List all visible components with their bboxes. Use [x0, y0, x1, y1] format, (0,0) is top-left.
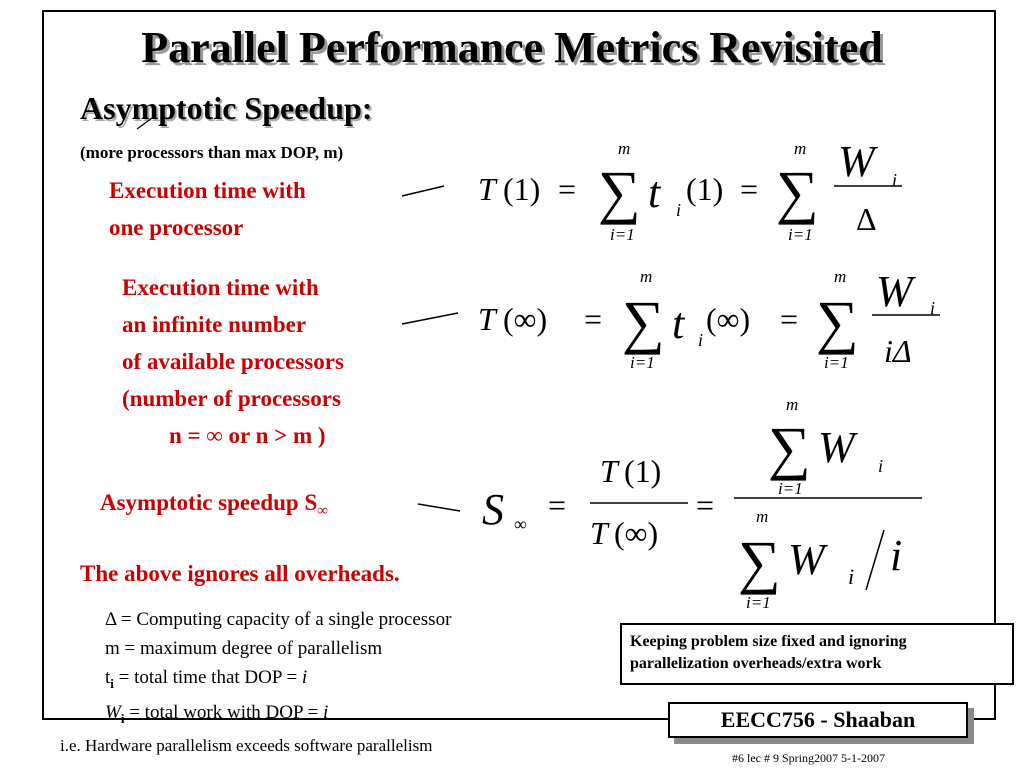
eq2-i-delta: iΔ	[884, 333, 912, 369]
definitions-list	[105, 605, 451, 733]
delta-symbol: Δ	[105, 609, 117, 630]
subtitle: Asymptotic Speedup:	[80, 90, 373, 126]
eq2-t-sub: i	[698, 330, 704, 350]
eq2-W-sub: i	[930, 298, 936, 318]
eq2-equals: =	[584, 301, 603, 337]
eq2-sum: ∑	[622, 289, 665, 355]
eq3-den-W-sub: i	[848, 564, 855, 589]
eq1-W: W	[838, 137, 875, 186]
eq2-paren-inf: (∞)	[503, 301, 548, 337]
t-subscript: i	[110, 675, 114, 691]
note-box: Keeping problem size fixed and ignoring parallelization overheads/extra work	[620, 623, 1014, 685]
exec-one-line-2: one processor	[109, 215, 244, 240]
equation-time-one	[478, 137, 902, 244]
eq3-den-sum-lower: i=1	[746, 593, 771, 612]
equation-time-infinite	[478, 267, 940, 372]
definition-w	[105, 698, 451, 733]
t-text: = total time that DOP =	[113, 667, 302, 688]
eq3-den-i: i	[890, 531, 903, 580]
eq2-sum2: ∑	[816, 289, 859, 355]
eq1-t: t	[648, 168, 661, 217]
footer-left: i.e. Hardware parallelism exceeds software parallelism	[60, 736, 433, 755]
connector-line	[418, 504, 460, 511]
definition-m	[105, 634, 451, 663]
page-title: Parallel Performance Metrics Revisited	[141, 23, 883, 72]
exec-inf-line-5: n = ∞ or n > m )	[169, 423, 326, 448]
connector-line	[402, 186, 444, 196]
eq1-equals: =	[558, 171, 577, 207]
eq1-sum2-lower: i=1	[788, 225, 813, 244]
exec-inf-line-4: (number of processors	[122, 386, 341, 411]
w-text: = total work with DOP =	[124, 701, 324, 723]
eq2-T: T	[478, 301, 496, 337]
connector-line	[402, 313, 458, 324]
eq3-num-W-sub: i	[878, 456, 884, 476]
eq1-paren-one-2: (1)	[686, 171, 724, 207]
connector-line	[137, 118, 152, 129]
eq2-equals-2: =	[780, 301, 799, 337]
eq3-S-sub: ∞	[514, 514, 527, 534]
overheads-note: The above ignores all overheads.	[80, 561, 400, 586]
eq3-den-T: T	[590, 515, 608, 551]
eq1-delta: Δ	[856, 201, 877, 237]
eq2-paren-inf-2: (∞)	[706, 301, 751, 337]
course-badge: EECC756 - Shaaban	[668, 702, 968, 738]
eq1-W-sub: i	[892, 170, 898, 190]
eq3-num-sum-upper: m	[786, 395, 799, 414]
eq3-den-W: W	[788, 535, 825, 584]
eq2-sum-lower: i=1	[630, 353, 655, 372]
speedup-label-text: Asymptotic speedup S	[100, 490, 318, 515]
eq1-sum: ∑	[598, 159, 641, 225]
eq3-slash	[866, 530, 884, 590]
eq3-equals-2: =	[696, 487, 715, 523]
subtitle-note: (more processors than max DOP, m)	[80, 143, 344, 162]
definition-t	[105, 663, 451, 698]
eq3-equals: =	[548, 487, 567, 523]
eq2-t: t	[672, 299, 685, 348]
speedup-label-sub: ∞	[317, 503, 328, 519]
eq2-sum2-upper: m	[834, 267, 847, 286]
definition-delta	[105, 605, 451, 634]
eq1-sum-lower: i=1	[610, 225, 635, 244]
eq1-T: T	[478, 171, 496, 207]
eq1-t-sub: i	[676, 200, 682, 220]
w-subscript: i	[120, 710, 125, 726]
eq3-S: S	[482, 485, 504, 534]
eq1-equals-2: =	[740, 171, 759, 207]
eq3-num-W: W	[818, 423, 855, 472]
exec-inf-line-3: of available processors	[122, 349, 344, 374]
delta-text: = Computing capacity of a single processor	[116, 609, 452, 630]
exec-one-line-1: Execution time with	[109, 178, 306, 203]
t-symbol: t	[105, 667, 111, 688]
equation-asymptotic-speedup	[482, 395, 922, 612]
eq2-sum2-lower: i=1	[824, 353, 849, 372]
eq1-sum-upper: m	[618, 139, 631, 158]
eq3-den-sum-upper: m	[756, 507, 769, 526]
eq2-sum-upper: m	[640, 267, 653, 286]
eq1-sum2: ∑	[776, 159, 819, 225]
eq3-num-paren: (1)	[624, 453, 662, 489]
eq2-W: W	[876, 267, 913, 316]
exec-inf-line-1: Execution time with	[122, 275, 319, 300]
eq3-num-sum-lower: i=1	[778, 479, 803, 498]
eq3-num-T: T	[600, 453, 618, 489]
eq3-den-paren: (∞)	[614, 515, 659, 551]
w-var: i	[323, 701, 329, 723]
eq1-paren-one: (1)	[503, 171, 541, 207]
eq3-den-sum: ∑	[738, 529, 781, 595]
eq3-num-sum: ∑	[768, 415, 811, 481]
t-var: i	[301, 667, 308, 688]
eq1-sum2-upper: m	[794, 139, 807, 158]
exec-inf-line-2: an infinite number	[122, 312, 307, 337]
footer-right: #6 lec # 9 Spring2007 5-1-2007	[732, 751, 885, 765]
m-text: m = maximum degree of parallelism	[105, 638, 383, 659]
w-symbol: W	[105, 701, 121, 723]
